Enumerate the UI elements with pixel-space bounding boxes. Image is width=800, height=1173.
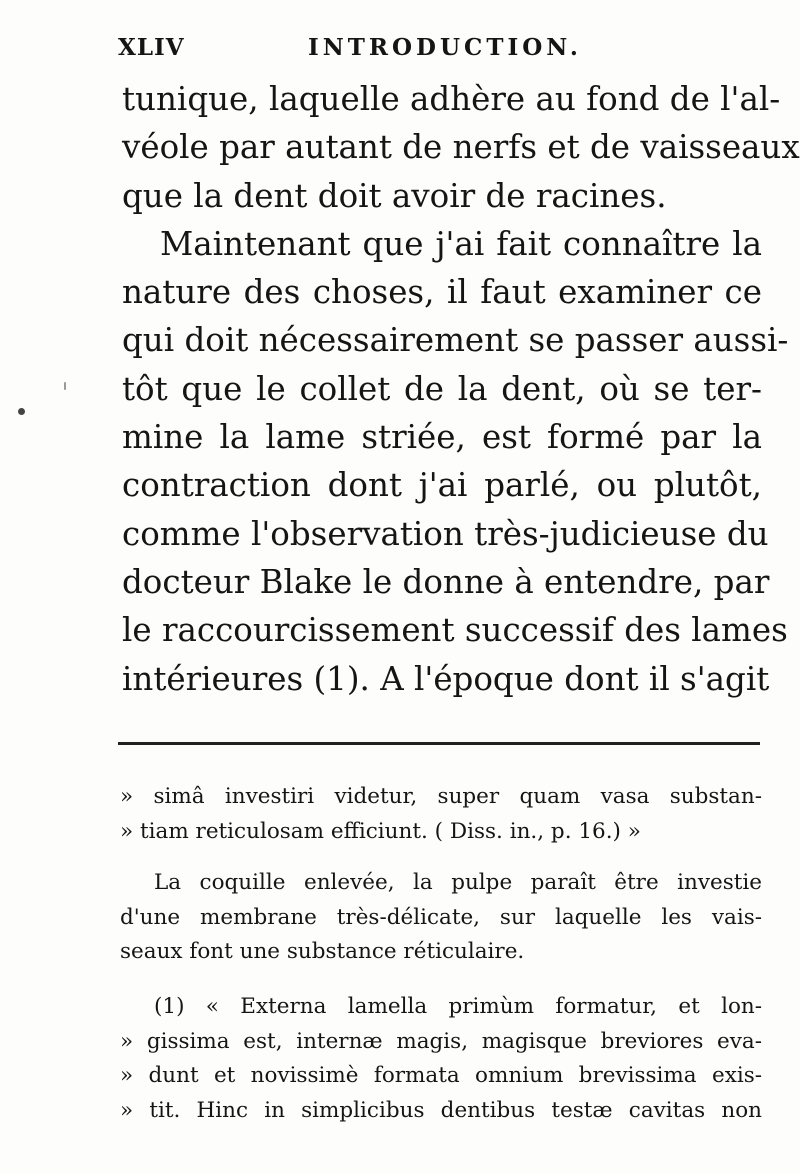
footnote-line: » simâ investiri videtur, super quam vasa substan- (120, 784, 762, 809)
footnote-1 (120, 990, 762, 1128)
text-line: comme l'observation très-judicieuse du (122, 514, 769, 553)
footnote-line: d'une membrane très-délicate, sur laquelle les vais- (120, 904, 762, 930)
text-line: qui doit nécessairement se passer aussi- (122, 321, 789, 360)
footnote-line: » gissima est, internæ magis, magisque breviores eva- (120, 1028, 762, 1054)
main-text-block (122, 75, 800, 703)
text-line: tôt que le collet de la dent, où se ter- (122, 369, 762, 408)
text-line: nature des choses, il faut examiner ce (122, 273, 762, 312)
ink-speck (64, 382, 66, 390)
text-line: contraction dont j'ai parlé, ou plutôt, (122, 466, 762, 505)
footnote-line: » tit. Hinc in simplicibus dentibus testæ cavitas non (120, 1097, 762, 1123)
footnote-continuation (120, 780, 762, 849)
text-line: intérieures (1). A l'époque dont il s'agit (122, 659, 770, 698)
text-line: mine la lame striée, est formé par la (122, 418, 762, 457)
footnote-translation (120, 866, 762, 970)
text-line: que la dent doit avoir de racines. (122, 176, 667, 215)
footnote-line: seaux font une substance réticulaire. (120, 939, 525, 964)
ink-speck (18, 408, 25, 415)
footnote-rule (118, 742, 760, 745)
text-line: Maintenant que j'ai fait connaître la (160, 224, 762, 263)
footnote-line: » dunt et novissimè formata omnium brevissima exis- (120, 1063, 762, 1088)
footnote-line: La coquille enlevée, la pulpe paraît être investie (154, 870, 762, 895)
running-header (118, 34, 758, 68)
running-title: INTRODUCTION. (308, 34, 582, 61)
text-line: tunique, laquelle adhère au fond de l'al- (122, 80, 781, 118)
footnote-line: » tiam reticulosam efficiunt. ( Diss. in., p. 16.) » (120, 818, 641, 844)
text-line: véole par autant de nerfs et de vaisseaux (122, 128, 800, 167)
footnote-line: (1) « Externa lamella primùm formatur, et lon- (154, 994, 762, 1019)
page-number: XLIV (118, 34, 185, 61)
text-line: le raccourcissement successif des lames (122, 611, 788, 650)
text-line: docteur Blake le donne à entendre, par (122, 562, 770, 601)
